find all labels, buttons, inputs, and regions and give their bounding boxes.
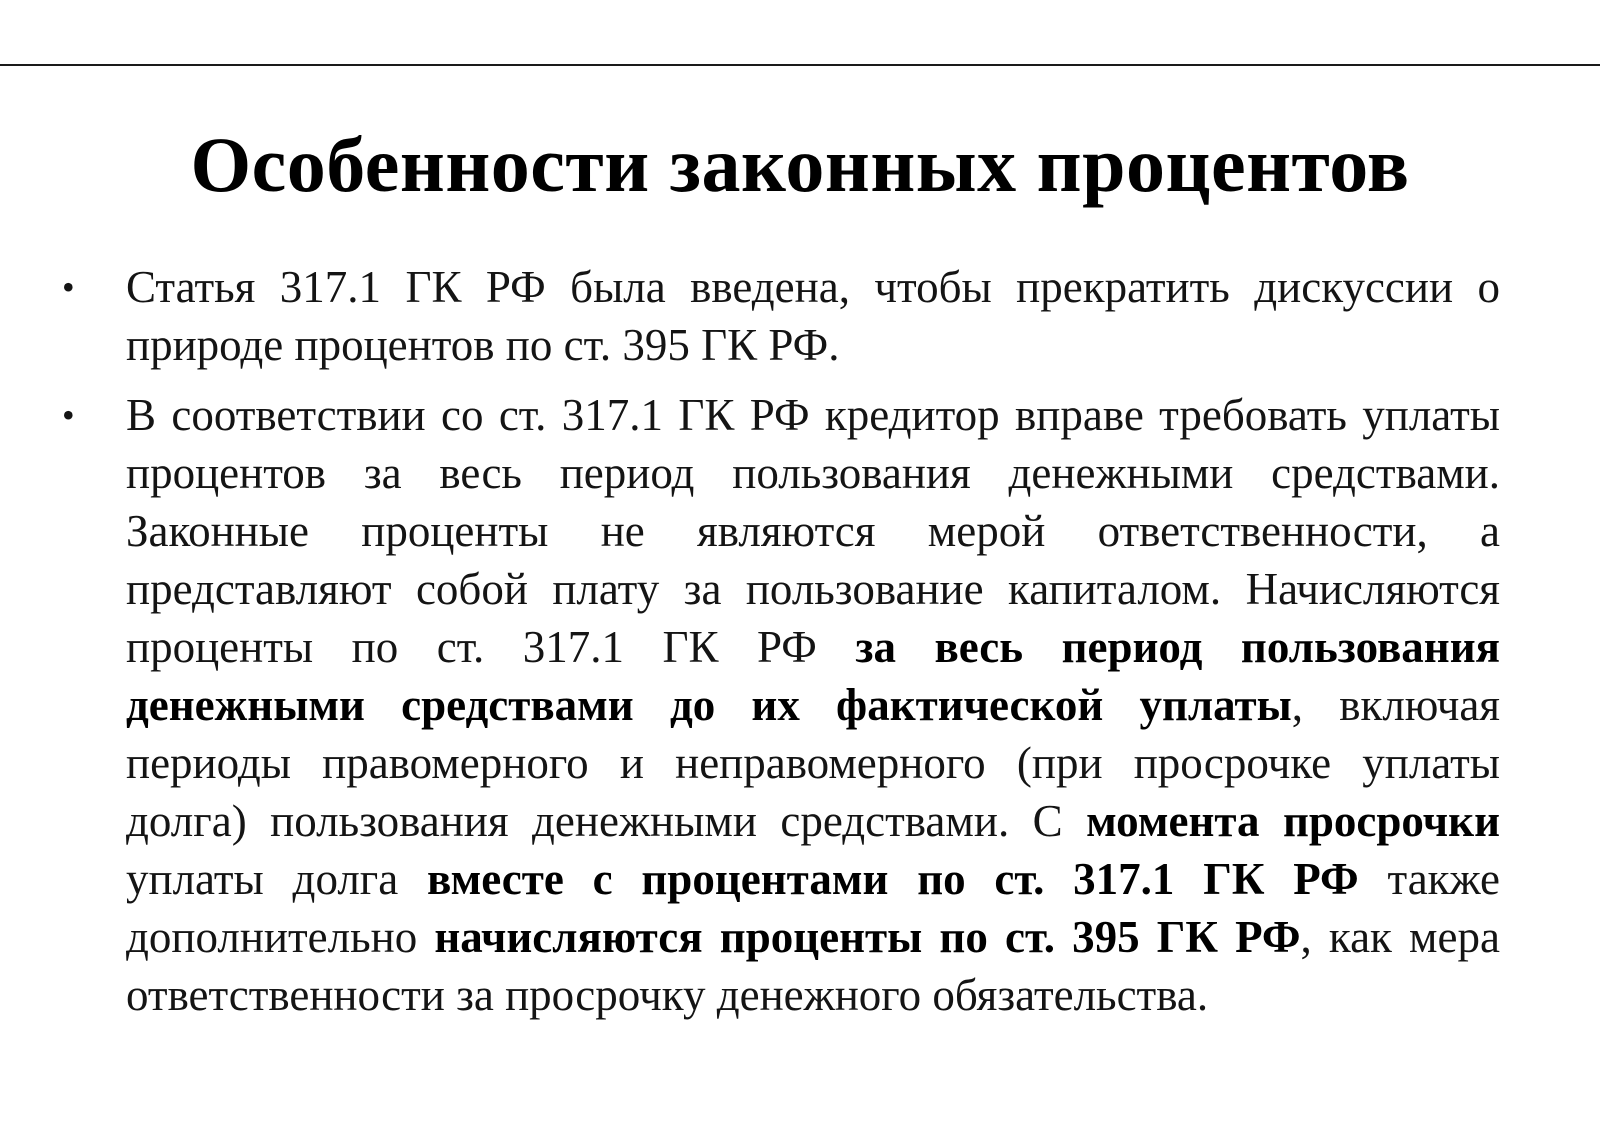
bullet-dot-icon: • (62, 395, 75, 435)
top-divider-line (0, 64, 1600, 66)
bullet-text-emphasis: вместе с процентами по ст. 317.1 ГК РФ (427, 854, 1359, 904)
bullet-text-segment: В соответствии со ст. 317.1 ГК РФ кредитор вправе требовать уплаты процентов за весь период пользования денежными средствами. Законные проценты не являются мерой ответственности, а представляют собой плату за пользование капиталом. Начисляются проценты по ст. 317.1 ГК РФ (126, 390, 1500, 672)
slide-title: Особенности законных процентов (190, 121, 1410, 208)
bullet-text: Статья 317.1 ГК РФ была введена, чтобы прекратить дискуссии о природе процентов по ст. 395 ГК РФ. (126, 262, 1500, 370)
slide-body (0, 258, 1600, 1058)
bullet-text-segment: уплаты долга (126, 854, 428, 904)
bullet-item-interest-details (0, 386, 1600, 1024)
bullet-text-segment: , включая периоды правомерного и неправомерного (при просрочке уплаты долга) пользования денежными средствами. С (126, 680, 1501, 846)
bullet-text-emphasis: начисляются проценты по ст. 395 ГК РФ (434, 912, 1301, 962)
bullet-item-article-intro (0, 258, 1600, 374)
bullet-text-segment: также дополнительно (126, 854, 1500, 962)
bullet-list (0, 258, 1600, 1024)
bullet-dot-icon: • (62, 267, 75, 307)
bullet-text-emphasis: за весь период пользования денежными средствами до их фактической уплаты (126, 622, 1500, 730)
bullet-text-emphasis: момента просрочки (1086, 796, 1501, 846)
bullet-text-segment: , как мера ответственности за просрочку денежного обязательства. (126, 912, 1500, 1020)
